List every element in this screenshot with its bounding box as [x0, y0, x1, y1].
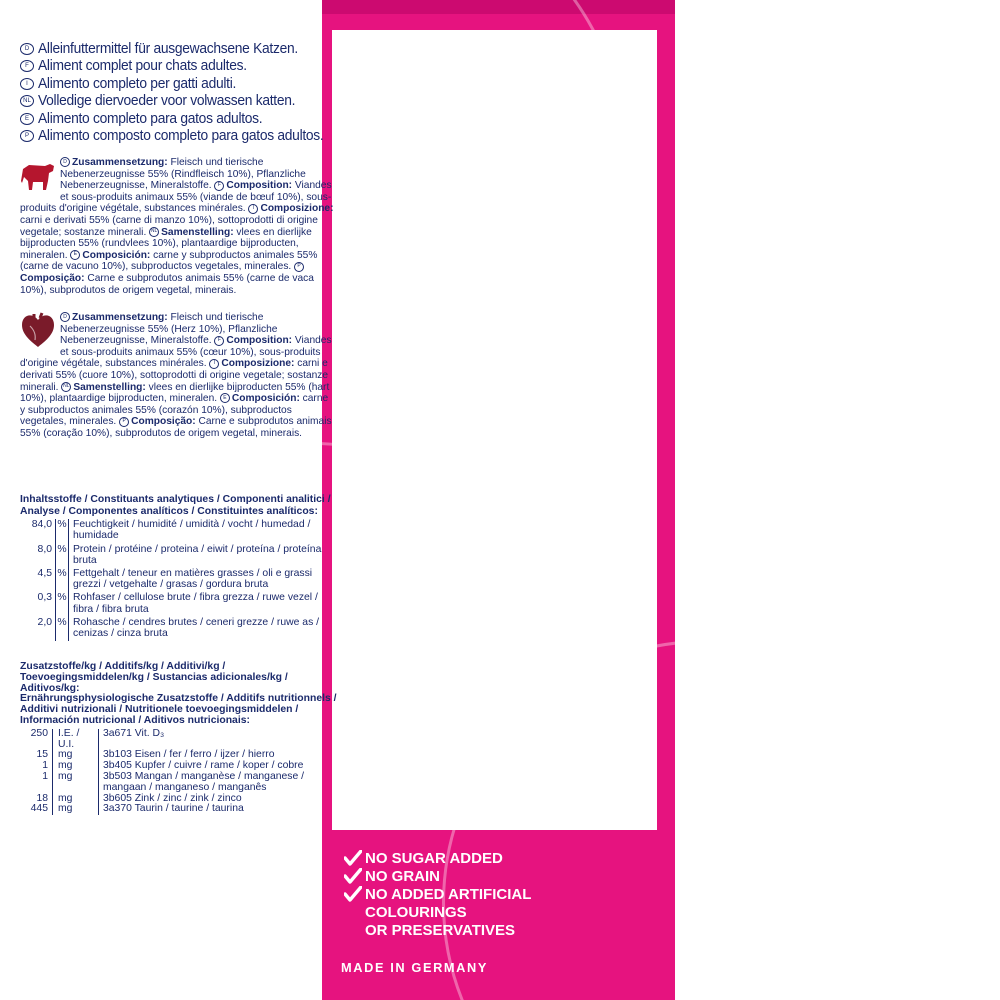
- value-cell: 15: [36, 749, 48, 761]
- desc-cell: 3b605 Zink / zinc / zink / zinco: [103, 792, 242, 804]
- feed-text: Alimento composto completo para gatos adultos.: [38, 128, 324, 145]
- check-icon: [344, 850, 362, 866]
- claim-line: OR PRESERVATIVES: [365, 922, 516, 939]
- analytic-table: [20, 519, 336, 641]
- text-pt: Carne e subprodutos animais 55% (coração 10%), subprodutos de origem vegetal, minerais.: [20, 416, 332, 439]
- label-it: Composizione:: [260, 203, 334, 215]
- table-row: [20, 544, 336, 568]
- label-nl: Samenstelling:: [161, 226, 234, 238]
- claim-no-grain: [344, 868, 531, 886]
- feed-line: [20, 58, 340, 76]
- unit-cell: I.E. / U.I.: [53, 729, 99, 751]
- unit-cell: %: [56, 592, 69, 616]
- value-cell: 250: [30, 727, 48, 739]
- text-it: carni e derivati 55% (carne di manzo 10%), sottoprodotti di origine vegetale; sostanze minerali.: [20, 214, 318, 238]
- label-es: Composición:: [231, 393, 300, 405]
- lang-badge: I: [20, 78, 34, 90]
- additives-subheading: Ernährungsphysiologische Zusatzstoffe / Additifs nutritionnels / Additivi nutrizionali / Nutritionele toevoegingsmiddelen / Información nutricional / Aditivos nutricionais:: [20, 693, 337, 726]
- unit-cell: mg: [53, 750, 99, 761]
- feed-line: [20, 93, 340, 111]
- desc-cell: Protein / protéine / proteina / eiwit / proteína / proteína bruta: [73, 543, 322, 566]
- table-row: [20, 729, 340, 751]
- value-cell: 445: [30, 803, 48, 815]
- value-cell: 1: [42, 770, 48, 782]
- label-de: Zusammensetzung:: [72, 312, 168, 323]
- label-pt: Composição:: [131, 416, 196, 428]
- additives-table: [20, 729, 340, 815]
- feed-line: [20, 75, 340, 93]
- claim-no-sugar: [344, 850, 531, 868]
- text-es: carne y subproductos animales 55% (corazón 10%), subproductos vegetales, minerales.: [20, 393, 329, 428]
- table-row: [20, 617, 336, 641]
- lang-badge: F: [20, 60, 34, 72]
- claim-line: NO ADDED ARTIFICIAL: [365, 886, 532, 903]
- text-de: Fleisch und tierische Nebenerzeugnisse 55% (Rindfleisch 10%), Pflanzliche Nebenerzeugnisse, Mineralstoffe.: [60, 157, 306, 192]
- lang-badge: F: [214, 181, 224, 191]
- lang-badge: P: [20, 130, 34, 142]
- text-fr: Viandes et sous-produits animaux 55% (viande de bœuf 10%), sous-produits d'origine végétale, substances minérales.: [20, 180, 332, 215]
- text-es: carne y subproductos animales 55% (carne de vacuno 10%), subproductos vegetales, minerales.: [20, 249, 318, 273]
- lang-badge: I: [209, 359, 219, 369]
- claim-no-artificial: [344, 886, 531, 940]
- lang-badge: E: [70, 250, 80, 260]
- lang-badge: P: [294, 262, 304, 272]
- analytical-constituents: [20, 494, 336, 641]
- desc-cell: Rohasche / cendres brutes / ceneri grezze / ruwe as / cenizas / cinza bruta: [73, 616, 320, 640]
- value-cell: 1: [42, 760, 48, 772]
- feed-text: Volledige diervoeder voor volwassen katten.: [38, 93, 296, 110]
- value-cell: 84,0: [20, 519, 56, 543]
- label-pt: Composição:: [20, 272, 85, 284]
- desc-cell: Feuchtigkeit / humidité / umidità / vocht / humedad / humidade: [73, 519, 311, 542]
- unit-cell: %: [56, 519, 69, 543]
- desc-cell: Rohfaser / cellulose brute / fibra grezza / ruwe vezel / fibra / fibra bruta: [73, 592, 318, 615]
- value-cell: 18: [36, 792, 48, 804]
- feed-line: [20, 40, 340, 58]
- heart-icon: [20, 312, 56, 350]
- table-row: [20, 772, 340, 794]
- label-it: Composizione:: [221, 358, 295, 370]
- additives-heading: Zusatzstoffe/kg / Additifs/kg / Additivi/kg / Toevoegingsmiddelen/kg / Sustancias adicionales/kg / Aditivos/kg:: [20, 661, 288, 694]
- text-de: Fleisch und tierische Nebenerzeugnisse 55% (Herz 10%), Pflanzliche Nebenerzeugnisse, Mineralstoffe.: [60, 312, 278, 347]
- lang-badge: F: [214, 336, 224, 346]
- claims-list: [344, 850, 531, 940]
- value-cell: 2,0: [20, 617, 56, 641]
- desc-cell: 3b405 Kupfer / cuivre / rame / koper / cobre: [103, 760, 304, 772]
- check-icon: [344, 886, 362, 902]
- beef-composition: [20, 157, 336, 296]
- text-pt: Carne e subprodutos animais 55% (carne de vaca 10%), subprodutos de origem vegetal, minerais.: [20, 272, 314, 296]
- desc-cell: Fettgehalt / teneur en matières grasses / oli e grassi grezzi / vetgehalte / grasas / gordura bruta: [73, 568, 313, 591]
- unit-cell: mg: [53, 794, 99, 805]
- unit-cell: mg: [53, 804, 99, 815]
- feed-line: [20, 128, 340, 146]
- table-row: [20, 519, 336, 543]
- lang-badge: D: [60, 312, 70, 322]
- analytic-heading: Inhaltsstoffe / Constituants analytiques / Componenti analitici / Analyse / Componentes analíticos / Constituintes analíticos:: [20, 494, 331, 517]
- feed-text: Alleinfuttermittel für ausgewachsene Katzen.: [38, 40, 298, 57]
- label-es: Composición:: [82, 249, 151, 261]
- text-nl: vlees en dierlijke bijproducten 55% (rundvlees 10%), plantaardige bijproducten, mineralen.: [20, 226, 312, 261]
- heart-composition: [20, 312, 336, 440]
- info-panel: [332, 30, 657, 830]
- feed-text: Aliment complet pour chats adultes.: [38, 58, 247, 75]
- value-cell: 0,3: [20, 592, 56, 616]
- label-fr: Composition:: [226, 335, 293, 347]
- text-fr: Viandes et sous-produits animaux 55% (cœur 10%), sous-produits d'origine végétale, substances minérales.: [20, 335, 332, 370]
- lang-badge: P: [119, 417, 129, 427]
- label-fr: Composition:: [226, 180, 293, 192]
- unit-cell: mg: [53, 772, 99, 794]
- table-row: [20, 568, 336, 592]
- claim-text: NO SUGAR ADDED: [365, 850, 503, 867]
- feed-description: [20, 40, 340, 145]
- made-in-label: MADE IN GERMANY: [341, 960, 488, 975]
- desc-cell: 3b503 Mangan / manganèse / manganese / mangaan / manganeso / manganês: [103, 770, 305, 793]
- label-de: Zusammensetzung:: [72, 157, 168, 168]
- cow-icon: [20, 157, 56, 195]
- text-it: carni e derivati 55% (cuore 10%), sottoprodotti di origine vegetale; sostanze minerali.: [20, 358, 329, 393]
- unit-cell: %: [56, 617, 69, 641]
- text-nl: vlees en dierlijke bijproducten 55% (hart 10%), plantaardige bijproducten, mineralen.: [20, 381, 330, 405]
- lang-badge: E: [20, 113, 34, 125]
- value-cell: 4,5: [20, 568, 56, 592]
- check-icon: [344, 868, 362, 884]
- table-row: [20, 804, 340, 815]
- lang-badge: NL: [149, 227, 159, 237]
- feed-text: Alimento completo per gatti adulti.: [38, 75, 237, 92]
- lang-badge: I: [248, 204, 258, 214]
- lang-badge: E: [220, 393, 230, 403]
- lang-badge: NL: [20, 95, 34, 107]
- lang-badge: D: [60, 157, 70, 167]
- claim-line: COLOURINGS: [365, 904, 467, 921]
- unit-cell: %: [56, 544, 69, 568]
- lang-badge: NL: [61, 382, 71, 392]
- additives: [20, 662, 340, 815]
- claim-text: NO GRAIN: [365, 868, 440, 885]
- table-row: [20, 592, 336, 616]
- desc-cell: 3b103 Eisen / fer / ferro / ijzer / hierro: [103, 749, 275, 761]
- claim-text: [365, 886, 531, 940]
- desc-cell: 3a671 Vit. D₃: [103, 727, 165, 739]
- feed-line: [20, 110, 340, 128]
- label-nl: Samenstelling:: [73, 381, 146, 393]
- feed-text: Alimento completo para gatos adultos.: [38, 110, 263, 127]
- unit-cell: %: [56, 568, 69, 592]
- lang-badge: D: [20, 43, 34, 55]
- unit-cell: mg: [53, 761, 99, 772]
- value-cell: 8,0: [20, 544, 56, 568]
- desc-cell: 3a370 Taurin / taurine / taurina: [103, 803, 244, 815]
